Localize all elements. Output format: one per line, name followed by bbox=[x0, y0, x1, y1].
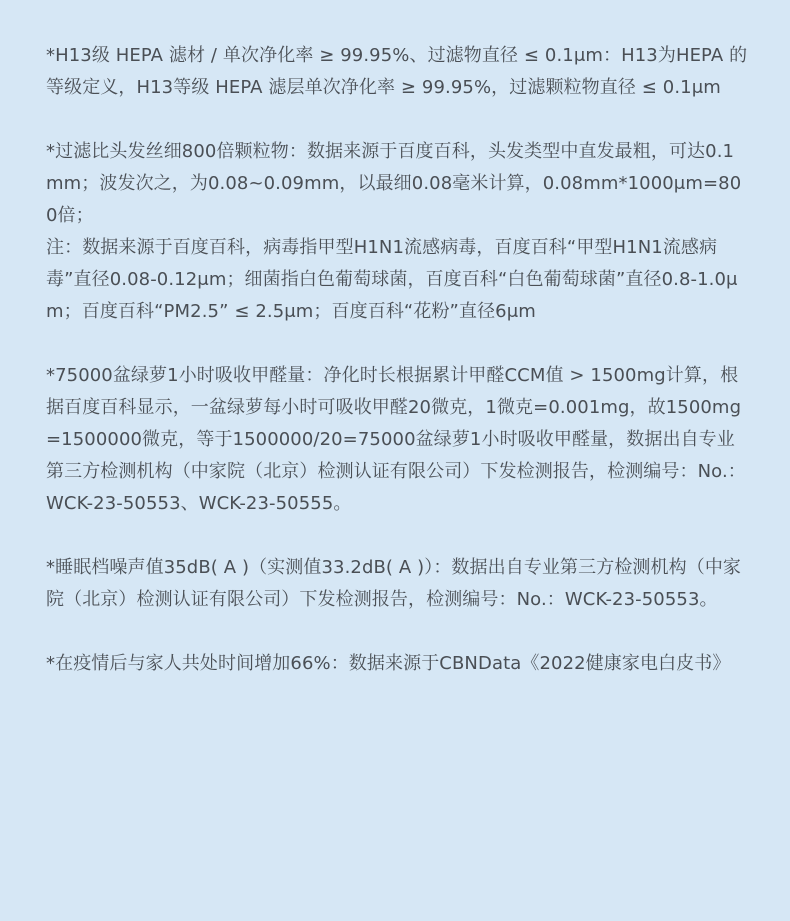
formaldehyde-footnote: *75000盆绿萝1小时吸收甲醛量：净化时长根据累计甲醛CCM值 > 1500mg计算，根据百度百科显示，一盆绿萝每小时可吸收甲醛20微克，1微克=0.001mg，故1500mg=1500000微克，等于1500000/20=75000盆绿萝1小时吸收甲醛量，数据出自专业第三方检测机构（中家院（北京）检测认证有限公司）下发检测报告，检测编号：No.：WCK-23-50553、WCK-23-50555。 bbox=[46, 365, 746, 514]
hair-footnote: *过滤比头发丝细800倍颗粒物：数据来源于百度百科，头发类型中直发最粗，可达0.1mm；波发次之，为0.08~0.09mm，以最细0.08毫米计算，0.08mm*1000μm=800倍； bbox=[46, 141, 742, 226]
family-time-footnote: *在疫情后与家人共处时间增加66%：数据来源于CBNData《2022健康家电白皮书》 bbox=[46, 653, 731, 674]
spacer bbox=[46, 520, 750, 552]
footnotes-page bbox=[46, 40, 750, 680]
hepa-footnote: *H13级 HEPA 滤材 / 单次净化率 ≥ 99.95%、过滤物直径 ≤ 0.1μm：H13为HEPA 的等级定义，H13等级 HEPA 滤层单次净化率 ≥ 99.95%，过滤颗粒物直径 ≤ 0.1μm bbox=[46, 45, 748, 98]
hair-source-note: 注：数据来源于百度百科，病毒指甲型H1N1流感病毒，百度百科“甲型H1N1流感病毒”直径0.08-0.12μm；细菌指白色葡萄球菌，百度百科“白色葡萄球菌”直径0.8-1.0μm；百度百科“PM2.5” ≤ 2.5μm；百度百科“花粉”直径6μm bbox=[46, 237, 738, 322]
spacer bbox=[46, 104, 750, 136]
spacer bbox=[46, 328, 750, 360]
spacer bbox=[46, 616, 750, 648]
noise-footnote: *睡眠档噪声值35dB( A )（实测值33.2dB( A )）：数据出自专业第三方检测机构（中家院（北京）检测认证有限公司）下发检测报告，检测编号：No.：WCK-23-50553。 bbox=[46, 557, 742, 610]
